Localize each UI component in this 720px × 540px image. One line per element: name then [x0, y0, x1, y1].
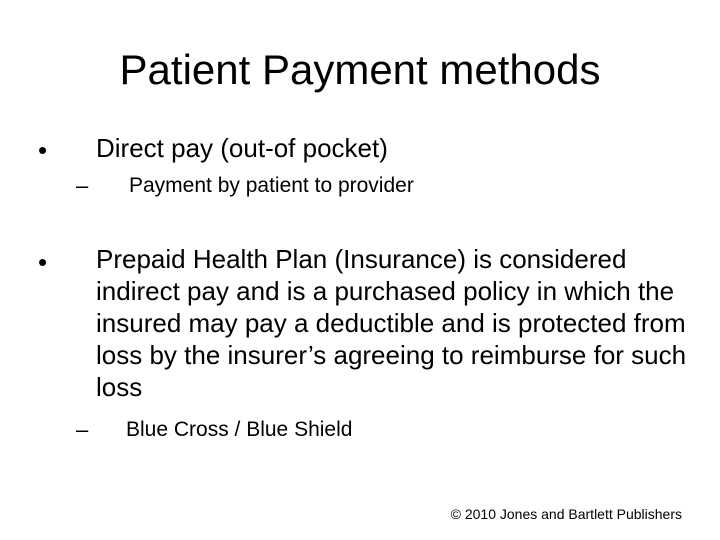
- bullet-text-direct-pay: Direct pay (out-of pocket): [96, 133, 388, 163]
- sub-bullet-text-payment-by-patient: Payment by patient to provider: [129, 174, 414, 197]
- slide-title: Patient Payment methods: [119, 46, 601, 93]
- bullet-text-prepaid-health-plan: Prepaid Health Plan (Insurance) is considered indirect pay and is a purchased policy in which the insured may pay a deductible and is protected from loss by the insurer’s agreeing to reimburse for such loss: [96, 244, 687, 402]
- copyright-footer: © 2010 Jones and Bartlett Publishers: [450, 506, 682, 522]
- bullet-marker: •: [38, 135, 48, 165]
- bullet-marker: •: [38, 247, 48, 277]
- sub-bullet-marker: –: [76, 417, 89, 442]
- sub-bullet-text-blue-cross: Blue Cross / Blue Shield: [126, 418, 353, 441]
- sub-bullet-marker: –: [76, 173, 89, 198]
